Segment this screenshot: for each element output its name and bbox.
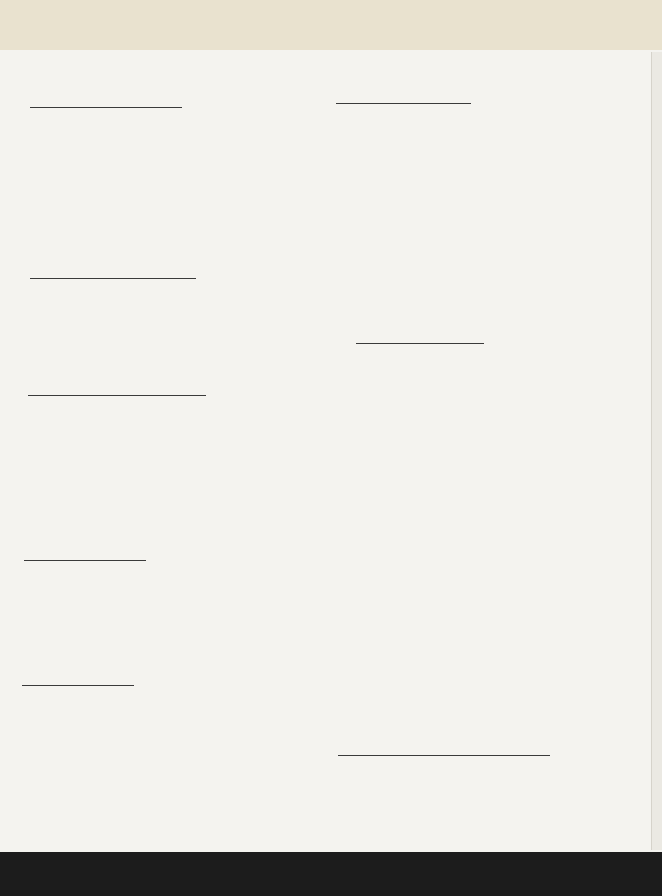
- section-rule: [336, 103, 471, 104]
- section-hot-dishes: [336, 88, 586, 122]
- section-rule: [30, 107, 182, 108]
- section-header: [20, 545, 264, 569]
- section-rule: [28, 395, 206, 396]
- section-header: [336, 88, 586, 112]
- section-rule: [356, 343, 484, 344]
- section-bakery: [24, 263, 264, 299]
- section-header: [24, 380, 264, 404]
- section-rule: [22, 685, 134, 686]
- top-pattern: [0, 0, 662, 50]
- section-header: [24, 92, 264, 116]
- section-header: [24, 263, 264, 287]
- section-rice: [334, 740, 584, 778]
- section-rule: [30, 278, 196, 279]
- section-main-dishes: [334, 328, 584, 362]
- section-rule: [24, 560, 146, 561]
- section-header: [334, 740, 584, 764]
- next-page-edge: [651, 52, 662, 850]
- section-hot-drinks: [18, 670, 264, 708]
- section-header: [334, 328, 584, 352]
- section-rule: [338, 755, 550, 756]
- bottom-decorative-border: [0, 852, 662, 896]
- section-header: [18, 670, 264, 694]
- top-decorative-border: [0, 0, 662, 50]
- bottom-pattern: [0, 852, 662, 896]
- section-sweets: [24, 380, 264, 414]
- section-cold-drinks: [20, 545, 264, 581]
- section-daily-dish: [24, 92, 264, 126]
